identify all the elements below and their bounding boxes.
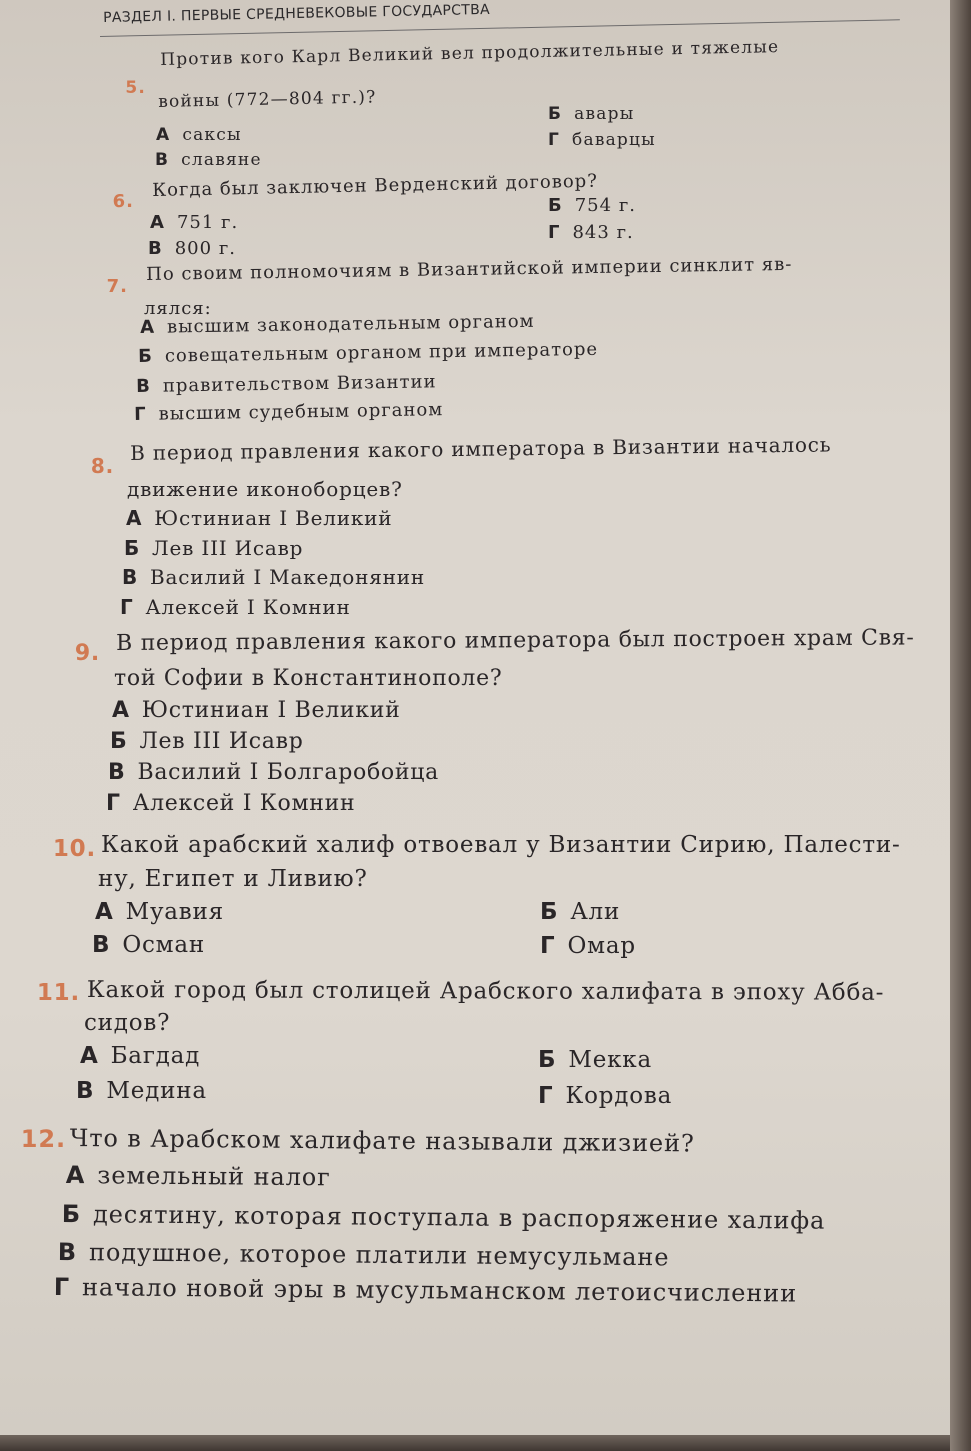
option-letter: А [140, 316, 156, 338]
option-text: Омар [567, 933, 636, 959]
answer-option [540, 933, 636, 959]
option-letter: В [136, 375, 152, 397]
option-text: Али [570, 899, 621, 925]
answer-option [138, 339, 598, 367]
question-text-line: движение иконоборцев? [127, 477, 403, 501]
question-number: 10. [52, 836, 96, 862]
answer-option [548, 195, 636, 216]
option-letter: Г [106, 791, 121, 816]
option-letter: А [95, 899, 114, 925]
option-text: высшим судебным органом [158, 399, 444, 425]
question-text-line: В период правления какого императора был построен храм Свя- [116, 625, 915, 656]
option-letter: В [76, 1078, 95, 1104]
answer-option [548, 222, 634, 243]
question-text-line: войны (772—804 гг.)? [158, 87, 377, 112]
question-text-line: Какой арабский халиф отвоевал у Византии Сирию, Палести- [101, 832, 901, 858]
option-text: высшим законодательным органом [166, 310, 535, 338]
question-text-line: В период правления какого императора в Византии началось [130, 432, 832, 465]
option-text: земельный налог [97, 1161, 331, 1192]
question-number: 8. [90, 454, 114, 478]
option-letter: А [150, 212, 165, 233]
option-letter: Б [61, 1200, 82, 1229]
option-text: 800 г. [174, 238, 236, 259]
option-text: 843 г. [572, 222, 634, 243]
answer-option [126, 506, 392, 530]
option-letter: В [57, 1238, 78, 1267]
answer-option [155, 150, 262, 170]
option-text: Юстиниан I Великий [141, 698, 401, 723]
question-text-line: Что в Арабском халифате называли джизией? [69, 1124, 695, 1158]
answer-option [58, 1238, 670, 1271]
question-text-line: По своим полномочиям в Византийской империи синклит яв- [146, 253, 793, 285]
option-text: Кордова [565, 1083, 673, 1109]
option-text: Василий I Македонянин [150, 565, 426, 589]
option-letter: Б [124, 536, 141, 560]
answer-option [92, 932, 205, 958]
option-letter: Б [110, 729, 128, 754]
question-text-line: той Софии в Константинополе? [114, 666, 503, 691]
question-number: 9. [74, 641, 100, 666]
option-text: Мекка [568, 1047, 652, 1073]
option-letter: А [126, 506, 143, 530]
answer-option [120, 595, 351, 619]
answer-option [136, 371, 437, 397]
option-text: Василий I Болгаробойца [137, 760, 439, 785]
option-letter: Г [134, 403, 147, 425]
question-text-line: Против кого Карл Великий вел продолжительные и тяжелые [160, 37, 780, 70]
question-number: 5. [125, 78, 146, 98]
option-letter: В [122, 565, 139, 589]
question-number: 6. [112, 191, 134, 212]
option-letter: В [148, 238, 163, 259]
option-text: Багдад [110, 1043, 201, 1069]
option-letter: Б [138, 345, 154, 367]
option-text: Лев III Исавр [152, 536, 304, 560]
question-number: 12. [20, 1125, 66, 1153]
option-text: Осман [122, 932, 206, 958]
question-number: 7. [106, 276, 128, 297]
answer-option [538, 1083, 672, 1109]
page-edge-shadow [950, 0, 971, 1451]
answer-option [548, 130, 656, 150]
option-letter: В [155, 150, 170, 170]
option-text: правительством Византии [162, 371, 437, 397]
question-text-line: лялся: [144, 298, 212, 319]
option-letter: Г [548, 130, 561, 150]
option-text: Муавия [125, 899, 224, 925]
answer-option [106, 791, 355, 816]
option-letter: А [65, 1161, 86, 1190]
answer-option [54, 1273, 797, 1307]
option-letter: Г [540, 933, 556, 959]
option-letter: А [80, 1043, 99, 1069]
answer-option [148, 238, 236, 259]
option-text: 754 г. [574, 195, 636, 216]
option-text: начало новой эры в мусульманском летоисчислении [81, 1273, 798, 1308]
answer-option [62, 1200, 826, 1235]
answer-option [134, 399, 443, 425]
answer-option [66, 1161, 331, 1191]
answer-option [108, 760, 439, 785]
option-letter: Г [120, 595, 134, 619]
option-text: авары [574, 104, 635, 124]
option-letter: В [92, 932, 111, 958]
answer-option [150, 212, 238, 233]
option-text: 751 г. [176, 212, 239, 233]
option-letter: Б [538, 1047, 557, 1073]
option-text: десятину, которая поступала в распоряжение халифа [92, 1200, 826, 1235]
option-letter: Г [548, 222, 561, 243]
answer-option [156, 125, 242, 145]
answer-option [110, 729, 303, 754]
answer-option [540, 899, 620, 925]
option-text: баварцы [572, 130, 656, 150]
question-text-line: ну, Египет и Ливию? [98, 866, 368, 892]
option-letter: Б [548, 104, 563, 124]
answer-option [538, 1047, 652, 1073]
option-text: Лев III Исавр [139, 729, 304, 754]
option-text: совещательным органом при императоре [164, 338, 599, 367]
option-text: Юстиниан I Великий [154, 506, 393, 530]
option-text: Алексей I Комнин [132, 791, 356, 816]
option-text: подушное, которое платили немусульмане [88, 1238, 670, 1272]
answer-option [95, 899, 224, 925]
question-text-line: Когда был заключен Верденский договор? [152, 170, 599, 201]
question-text-line: сидов? [84, 1010, 171, 1036]
option-text: саксы [182, 125, 242, 145]
page-bottom-shadow [0, 1435, 950, 1451]
option-letter: Г [538, 1083, 554, 1109]
option-letter: А [112, 698, 130, 723]
option-letter: Г [53, 1273, 71, 1302]
answer-option [124, 536, 303, 560]
answer-option [80, 1043, 200, 1069]
option-letter: Б [548, 195, 563, 216]
answer-option [112, 698, 400, 723]
question-number: 11. [36, 980, 80, 1006]
option-text: Медина [106, 1078, 207, 1104]
section-header: РАЗДЕЛ I. ПЕРВЫЕ СРЕДНЕВЕКОВЫЕ ГОСУДАРСТВА [103, 1, 491, 26]
question-text-line: Какой город был столицей Арабского халифата в эпоху Абба- [86, 977, 885, 1006]
option-letter: А [156, 125, 171, 145]
answer-option [122, 565, 425, 589]
option-text: славяне [181, 150, 262, 170]
option-letter: Б [540, 899, 559, 925]
option-text: Алексей I Комнин [145, 595, 351, 619]
answer-option [76, 1078, 207, 1104]
option-letter: В [108, 760, 126, 785]
answer-option [548, 104, 634, 124]
